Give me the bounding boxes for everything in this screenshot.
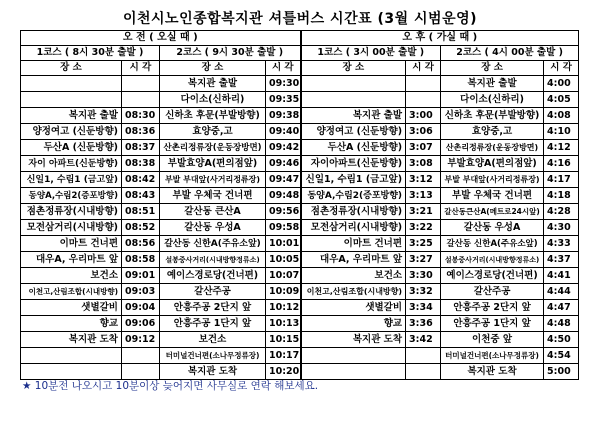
stop-time-cell <box>406 348 441 364</box>
stop-time-cell: 4:00 <box>544 76 579 92</box>
stop-name-cell: 복지관 도착 <box>21 332 122 348</box>
table-row <box>21 252 579 268</box>
stop-time-cell: 09:38 <box>266 108 301 124</box>
stop-time-cell: 4:41 <box>544 268 579 284</box>
stop-time-cell: 4:54 <box>544 348 579 364</box>
stop-time-cell: 5:00 <box>544 364 579 380</box>
stop-name-cell: 갈산동큰산A(메트로24시앞) <box>441 204 544 220</box>
stop-name-cell: 복지관 출발 <box>301 108 406 124</box>
stop-time-cell: 4:33 <box>544 236 579 252</box>
stop-name-cell: 두산A (신둔방향) <box>21 140 122 156</box>
stop-name-cell: 부발 우체국 건너편 <box>441 188 544 204</box>
stop-time-cell: 4:18 <box>544 188 579 204</box>
table-row <box>21 76 579 92</box>
table-row <box>21 332 579 348</box>
stop-name-cell: 보건소 <box>21 268 122 284</box>
stop-name-cell: 샛별갈비 <box>21 300 122 316</box>
stop-time-cell: 10:12 <box>266 300 301 316</box>
stop-name-cell <box>301 92 406 108</box>
stop-time-cell <box>406 76 441 92</box>
stop-time-cell: 10:20 <box>266 364 301 380</box>
table-row <box>21 268 579 284</box>
am-course2-header: 2코스 ( 9시 30분 출발 ) <box>160 46 301 61</box>
table-row <box>21 92 579 108</box>
stop-time-cell: 3:00 <box>406 108 441 124</box>
stop-name-cell <box>21 76 122 92</box>
table-row <box>21 156 579 172</box>
stop-time-cell: 08:43 <box>122 188 160 204</box>
notice <box>22 378 318 393</box>
stop-name-cell: 자이 아파트(신둔방향) <box>21 156 122 172</box>
table-row <box>21 284 579 300</box>
place-header: 장 소 <box>160 61 266 76</box>
stop-name-cell: 갈산동 큰산A <box>160 204 266 220</box>
stop-name-cell: 터미널건너편(소나무정류장) <box>441 348 544 364</box>
stop-name-cell: 복지관 출발 <box>441 76 544 92</box>
stop-name-cell: 동양A,수림2(증포방향) <box>21 188 122 204</box>
stop-name-cell: 복지관 출발 <box>160 76 266 92</box>
stop-time-cell: 08:51 <box>122 204 160 220</box>
stop-name-cell: 갈산동 신한A(주유소앞) <box>441 236 544 252</box>
stop-name-cell: 복지관 도착 <box>301 332 406 348</box>
table-row <box>21 124 579 140</box>
table-row <box>21 204 579 220</box>
stop-name-cell: 복지관 출발 <box>21 108 122 124</box>
stop-name-cell: 산촌리정류장(운동장방면) <box>441 140 544 156</box>
stop-time-cell: 09:58 <box>266 220 301 236</box>
stop-name-cell: 보건소 <box>301 268 406 284</box>
stop-name-cell: 설봉중사거리(시내방향정류소) <box>441 252 544 268</box>
time-header: 시 각 <box>544 61 579 76</box>
stop-time-cell: 10:07 <box>266 268 301 284</box>
stop-name-cell: 신하초 후문(부발방향) <box>441 108 544 124</box>
stop-time-cell: 08:52 <box>122 220 160 236</box>
afternoon-header: 오 후 ( 가실 때 ) <box>301 31 579 46</box>
stop-name-cell: 안흥주공 2단지 앞 <box>160 300 266 316</box>
stop-time-cell: 09:12 <box>122 332 160 348</box>
place-header: 장 소 <box>21 61 122 76</box>
stop-name-cell: 안흥주공 2단지 앞 <box>441 300 544 316</box>
stop-name-cell: 향교 <box>301 316 406 332</box>
stop-name-cell: 동양A,수림2(증포방향) <box>301 188 406 204</box>
stop-time-cell: 4:50 <box>544 332 579 348</box>
stop-time-cell: 09:06 <box>122 316 160 332</box>
stop-name-cell: 산촌리정류장(운동장방면) <box>160 140 266 156</box>
place-header: 장 소 <box>441 61 544 76</box>
stop-time-cell: 4:16 <box>544 156 579 172</box>
stop-time-cell: 4:48 <box>544 316 579 332</box>
stop-name-cell: 예이스경로당(건너편) <box>441 268 544 284</box>
stop-name-cell: 대우A, 우리마트 앞 <box>301 252 406 268</box>
stop-name-cell: 효양중,고 <box>441 124 544 140</box>
stop-time-cell: 09:30 <box>266 76 301 92</box>
table-row <box>21 316 579 332</box>
stop-time-cell: 09:03 <box>122 284 160 300</box>
pm-course2-header: 2코스 ( 4시 00분 출발 ) <box>441 46 579 61</box>
stop-name-cell: 갈산동 우성A <box>441 220 544 236</box>
stop-name-cell: 안흥주공 1단지 앞 <box>441 316 544 332</box>
stop-time-cell <box>122 76 160 92</box>
time-header: 시 각 <box>406 61 441 76</box>
star-icon: ★ <box>22 380 32 392</box>
stop-name-cell <box>21 92 122 108</box>
stop-time-cell: 08:36 <box>122 124 160 140</box>
stop-time-cell: 10:05 <box>266 252 301 268</box>
stop-time-cell: 4:10 <box>544 124 579 140</box>
stop-name-cell: 신일1, 수림1 (금고앞) <box>301 172 406 188</box>
stop-time-cell: 10:15 <box>266 332 301 348</box>
time-header: 시 각 <box>266 61 301 76</box>
stop-time-cell: 4:28 <box>544 204 579 220</box>
am-course1-header: 1코스 ( 8시 30분 출발 ) <box>21 46 160 61</box>
stop-name-cell: 양정여고 (신둔방향) <box>21 124 122 140</box>
stop-name-cell: 샛별갈비 <box>301 300 406 316</box>
stop-name-cell <box>301 348 406 364</box>
notice-text: 10분전 나오시고 10분이상 늦어지면 사무실로 연락 해보세요. <box>34 380 319 392</box>
stop-name-cell: 이천고,산림조합(시내방향) <box>301 284 406 300</box>
stop-time-cell: 4:44 <box>544 284 579 300</box>
stop-time-cell <box>406 364 441 380</box>
stop-time-cell: 3:36 <box>406 316 441 332</box>
table-row <box>21 172 579 188</box>
stop-time-cell: 4:08 <box>544 108 579 124</box>
table-row <box>21 108 579 124</box>
stop-name-cell: 양정여고 (신둔방향) <box>301 124 406 140</box>
table-row <box>21 236 579 252</box>
stop-time-cell: 4:17 <box>544 172 579 188</box>
stop-time-cell: 4:05 <box>544 92 579 108</box>
stop-time-cell: 3:27 <box>406 252 441 268</box>
stop-time-cell: 4:47 <box>544 300 579 316</box>
stop-name-cell: 이마트 건너편 <box>21 236 122 252</box>
stop-time-cell: 3:42 <box>406 332 441 348</box>
stop-name-cell: 다이소(신하리) <box>441 92 544 108</box>
stop-name-cell: 부발 우체국 건너편 <box>160 188 266 204</box>
stop-time-cell: 09:47 <box>266 172 301 188</box>
stop-name-cell: 예이스경로당(건너편) <box>160 268 266 284</box>
stop-time-cell: 3:34 <box>406 300 441 316</box>
stop-time-cell: 08:38 <box>122 156 160 172</box>
stop-time-cell: 09:56 <box>266 204 301 220</box>
stop-name-cell: 이천고,산림조합(시내방향) <box>21 284 122 300</box>
table-row <box>21 348 579 364</box>
table-row <box>21 188 579 204</box>
time-header: 시 각 <box>122 61 160 76</box>
stop-time-cell: 08:30 <box>122 108 160 124</box>
stop-time-cell <box>122 92 160 108</box>
stop-time-cell <box>406 92 441 108</box>
stop-name-cell: 모전삼거리(시내방향) <box>301 220 406 236</box>
stop-name-cell: 대우A, 우리마트 앞 <box>21 252 122 268</box>
stop-time-cell: 3:30 <box>406 268 441 284</box>
stop-name-cell: 두산A (신둔방향) <box>301 140 406 156</box>
stop-time-cell: 08:42 <box>122 172 160 188</box>
stop-name-cell: 부발 부대앞(사거리정류장) <box>160 172 266 188</box>
stop-name-cell: 다이소(신하리) <box>160 92 266 108</box>
stop-time-cell: 10:09 <box>266 284 301 300</box>
stop-time-cell: 09:42 <box>266 140 301 156</box>
stop-time-cell: 4:12 <box>544 140 579 156</box>
place-header: 장 소 <box>301 61 406 76</box>
stop-time-cell: 09:04 <box>122 300 160 316</box>
stop-name-cell: 갈산주공 <box>441 284 544 300</box>
stop-time-cell <box>122 348 160 364</box>
morning-header: 오 전 ( 오실 때 ) <box>21 31 301 46</box>
stop-time-cell: 10:01 <box>266 236 301 252</box>
stop-time-cell: 3:25 <box>406 236 441 252</box>
stop-time-cell: 09:01 <box>122 268 160 284</box>
stop-name-cell: 갈산동 신한A(주유소앞) <box>160 236 266 252</box>
stop-time-cell: 09:40 <box>266 124 301 140</box>
stop-name-cell: 갈산주공 <box>160 284 266 300</box>
stop-time-cell: 3:06 <box>406 124 441 140</box>
stop-name-cell: 신일1, 수림1 (금고앞) <box>21 172 122 188</box>
stop-name-cell: 이마트 건너편 <box>301 236 406 252</box>
pm-course1-header: 1코스 ( 3시 00분 출발 ) <box>301 46 441 61</box>
stop-time-cell: 4:37 <box>544 252 579 268</box>
stop-time-cell: 3:07 <box>406 140 441 156</box>
stop-time-cell: 3:12 <box>406 172 441 188</box>
table-row <box>21 220 579 236</box>
stop-name-cell: 터미널건너편(소나무정류장) <box>160 348 266 364</box>
stop-time-cell: 09:48 <box>266 188 301 204</box>
stop-name-cell: 향교 <box>21 316 122 332</box>
stop-time-cell: 09:35 <box>266 92 301 108</box>
stop-name-cell: 안흥주공 1단지 앞 <box>160 316 266 332</box>
stop-name-cell: 효양중,고 <box>160 124 266 140</box>
stop-time-cell: 3:22 <box>406 220 441 236</box>
stop-name-cell: 점촌정류장(시내방향) <box>21 204 122 220</box>
stop-name-cell: 모전삼거리(시내방향) <box>21 220 122 236</box>
stop-name-cell: 복지관 도착 <box>160 364 266 380</box>
schedule-table <box>20 30 579 380</box>
stop-time-cell: 3:13 <box>406 188 441 204</box>
stop-time-cell: 08:58 <box>122 252 160 268</box>
stop-name-cell: 이천중 앞 <box>441 332 544 348</box>
stop-name-cell: 복지관 도착 <box>441 364 544 380</box>
stop-time-cell: 4:30 <box>544 220 579 236</box>
stop-name-cell: 신하초 후문(부발방향) <box>160 108 266 124</box>
stop-name-cell: 부발 부대앞(사거리정류장) <box>441 172 544 188</box>
table-row <box>21 140 579 156</box>
stop-name-cell: 설봉중사거리(시내방향정류소) <box>160 252 266 268</box>
stop-name-cell: 갈산동 우성A <box>160 220 266 236</box>
stop-name-cell <box>301 76 406 92</box>
stop-name-cell: 부발효양A(편의점앞) <box>160 156 266 172</box>
stop-time-cell: 08:37 <box>122 140 160 156</box>
stop-time-cell: 3:08 <box>406 156 441 172</box>
stop-time-cell: 08:56 <box>122 236 160 252</box>
stop-time-cell: 10:13 <box>266 316 301 332</box>
stop-name-cell: 보건소 <box>160 332 266 348</box>
stop-time-cell: 3:32 <box>406 284 441 300</box>
stop-name-cell: 점촌정류장(시내방향) <box>301 204 406 220</box>
stop-time-cell: 10:17 <box>266 348 301 364</box>
stop-name-cell: 자이아파트(신둔방향) <box>301 156 406 172</box>
stop-time-cell: 3:21 <box>406 204 441 220</box>
table-row <box>21 300 579 316</box>
stop-name-cell: 부발효양A(편의점앞) <box>441 156 544 172</box>
page-title: 이천시노인종합복지관 셔틀버스 시간표 (3월 시범운영) <box>122 11 478 27</box>
stop-time-cell: 09:46 <box>266 156 301 172</box>
stop-name-cell <box>21 348 122 364</box>
